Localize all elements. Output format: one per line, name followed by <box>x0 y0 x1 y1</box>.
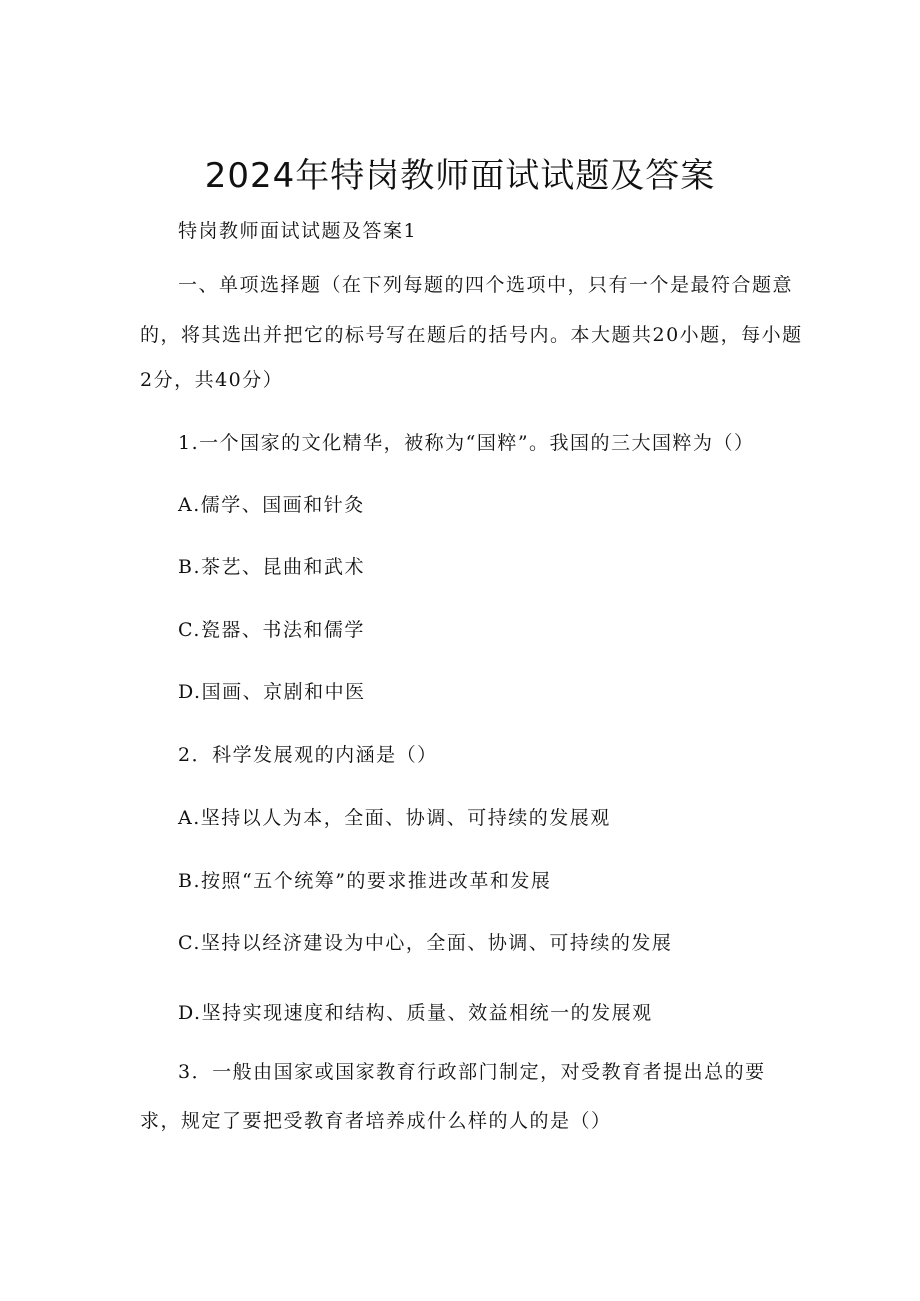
section-heading-line-3: 2分，共40分） <box>140 369 284 391</box>
question-3-stem-line-2: 求，规定了要把受教育者培养成什么样的人的是（） <box>140 1110 612 1132</box>
subtitle: 特岗教师面试试题及答案1 <box>178 220 418 242</box>
section-heading-line-1: 一、单项选择题（在下列每题的四个选项中，只有一个是最符合题意 <box>178 274 794 296</box>
question-1-option-a: A.儒学、国画和针灸 <box>178 494 365 516</box>
question-1-option-c: C.瓷器、书法和儒学 <box>178 619 365 641</box>
question-3-stem-line-1: 3．一般由国家或国家教育行政部门制定，对受教育者提出总的要 <box>178 1061 766 1083</box>
question-2-option-c: C.坚持以经济建设为中心，全面、协调、可持续的发展 <box>178 932 673 954</box>
question-2-option-b: B.按照“五个统筹”的要求推进改革和发展 <box>178 870 552 892</box>
question-1-option-b: B.茶艺、昆曲和武术 <box>178 556 366 578</box>
page-title: 2024年特岗教师面试试题及答案 <box>204 156 716 196</box>
question-2-option-d: D.坚持实现速度和结构、质量、效益相统一的发展观 <box>178 1002 653 1024</box>
question-2-option-a: A.坚持以人为本，全面、协调、可持续的发展观 <box>178 807 611 829</box>
question-2-stem: 2．科学发展观的内涵是（） <box>178 744 438 766</box>
section-heading-line-2: 的，将其选出并把它的标号写在题后的括号内。本大题共20小题，每小题 <box>140 324 803 346</box>
question-1-option-d: D.国画、京剧和中医 <box>178 681 366 703</box>
question-1-stem: 1.一个国家的文化精华，被称为“国粹”。我国的三大国粹为（） <box>178 432 755 454</box>
